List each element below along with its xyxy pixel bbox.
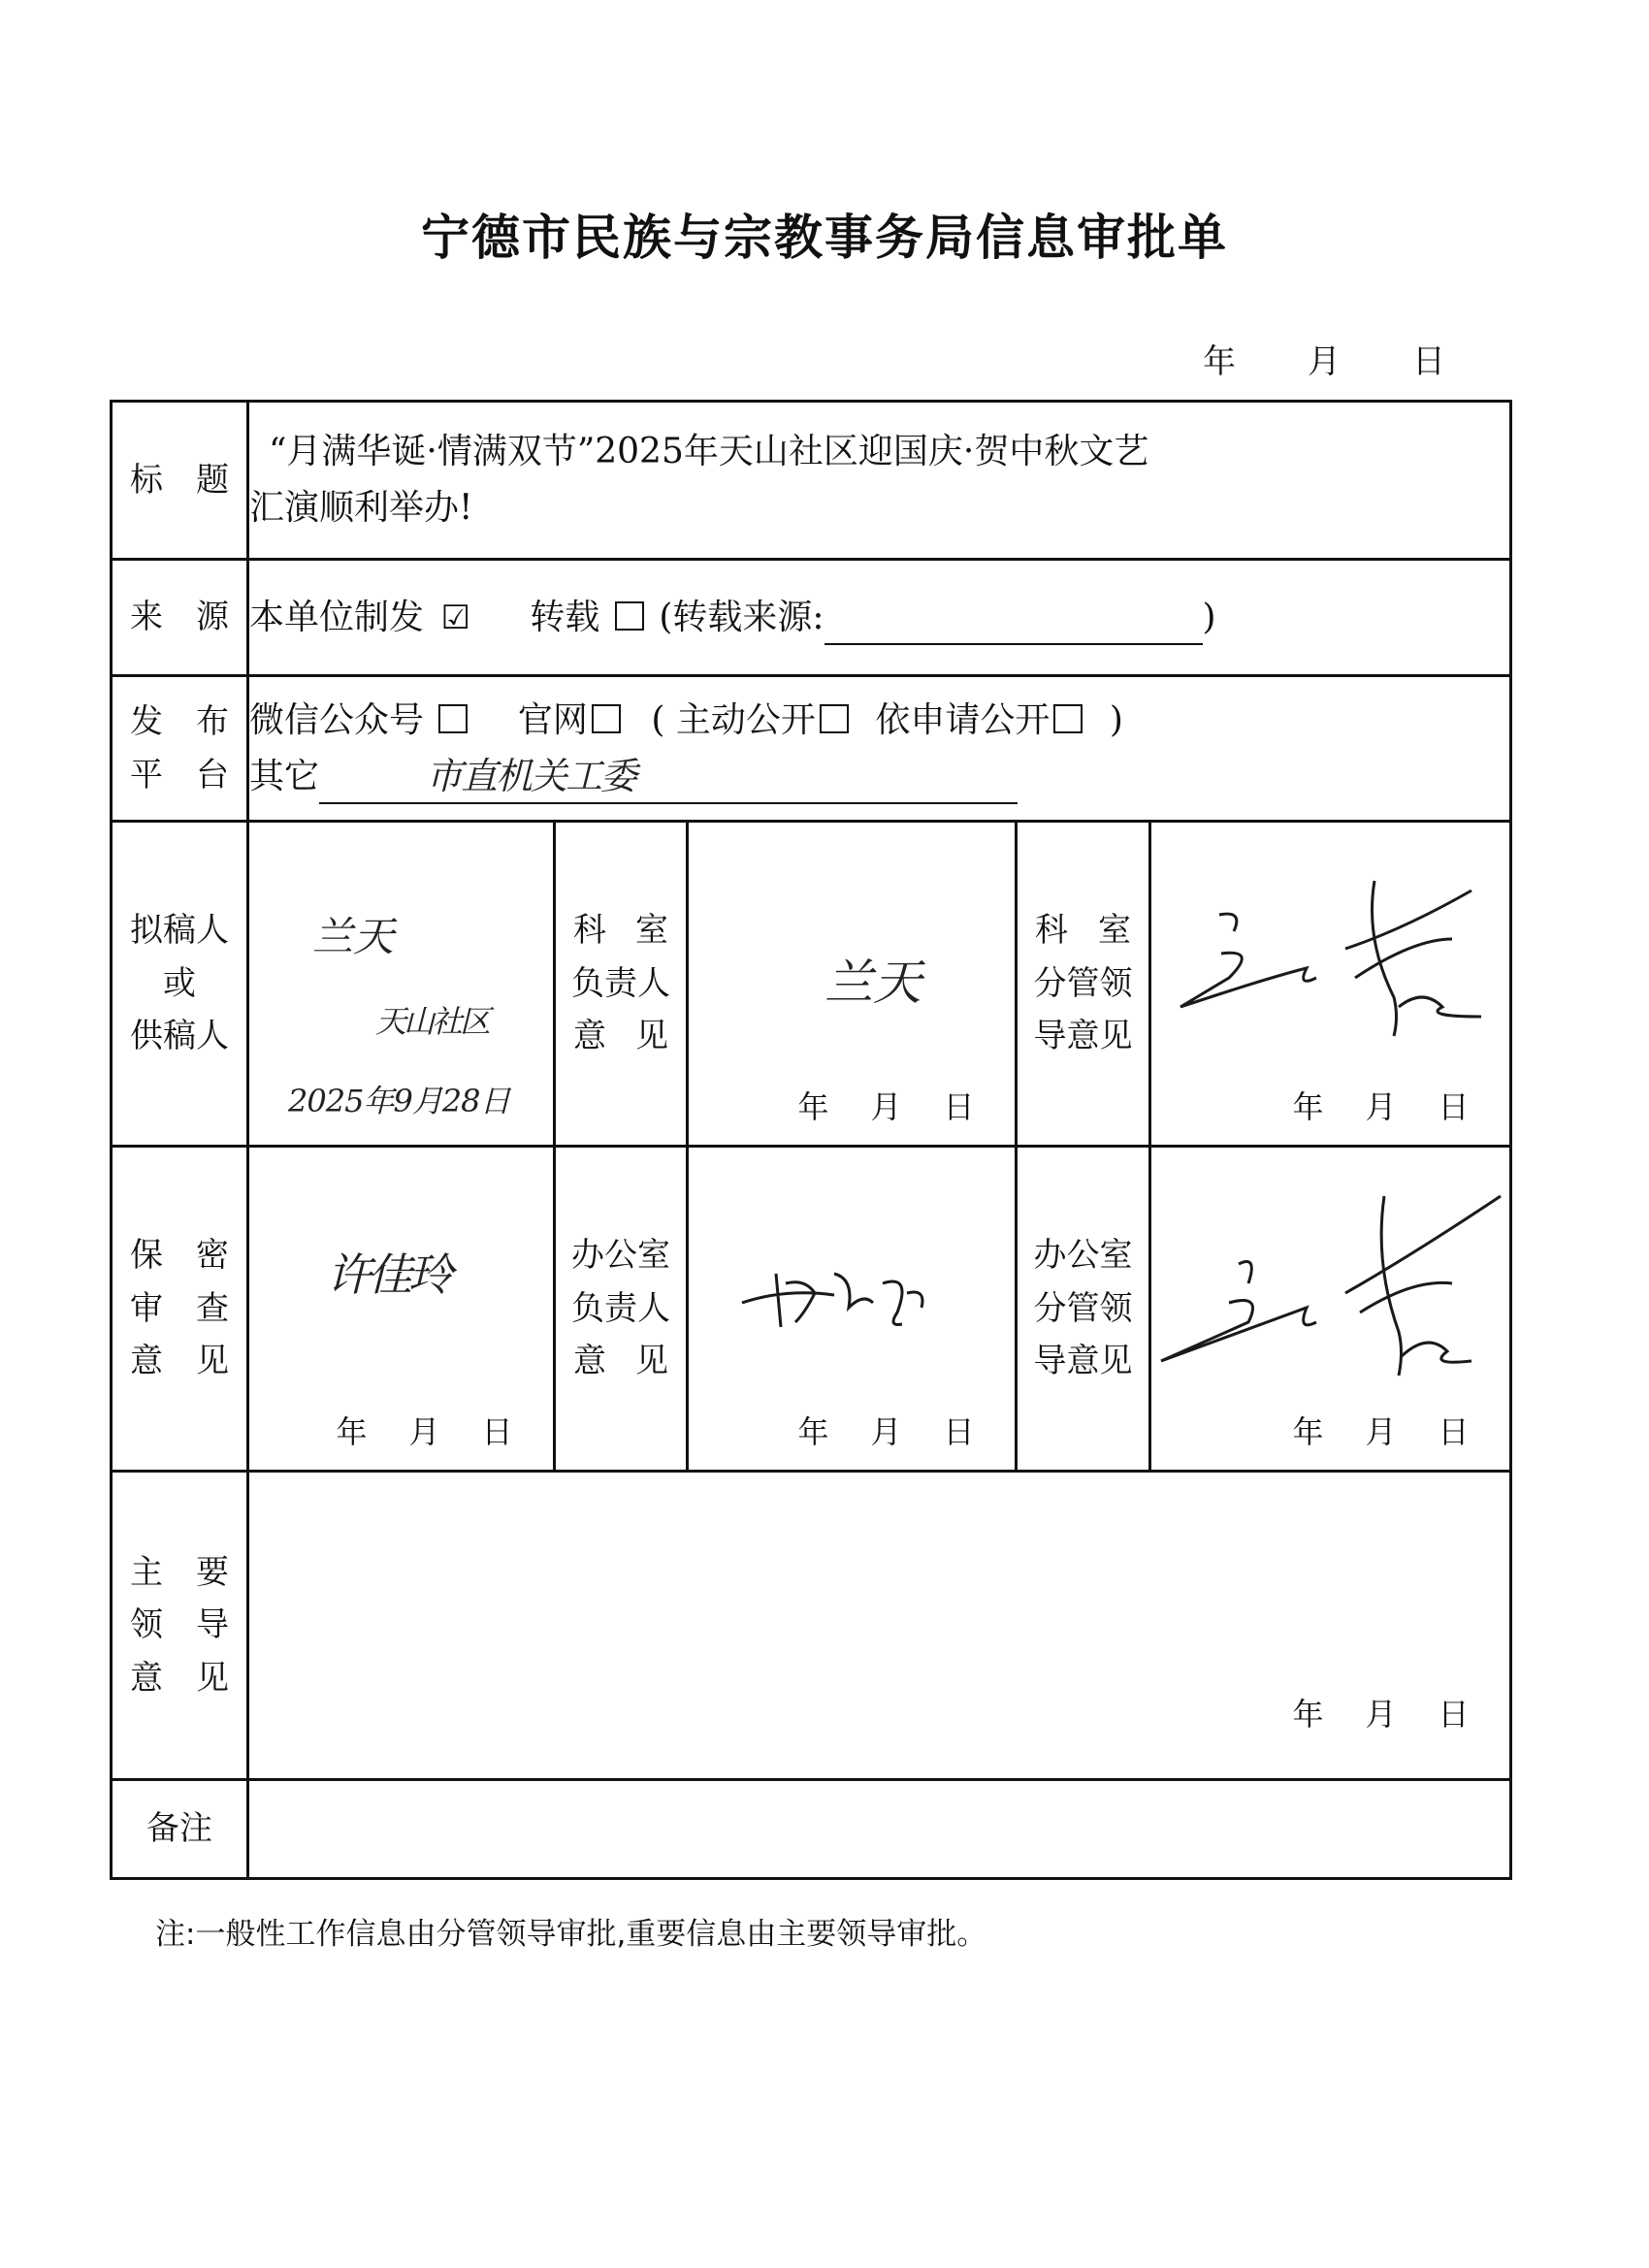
footer-note: 注:一般性工作信息由分管领导审批,重要信息由主要领导审批。	[155, 1917, 987, 1952]
row-secrecy	[112, 1147, 1511, 1472]
source-repost-field[interactable]	[824, 610, 1203, 645]
source-repost-checkbox[interactable]	[615, 601, 644, 631]
office-leader-signature	[1151, 1186, 1512, 1400]
label-office-leader-2: 分管领	[1033, 1288, 1133, 1328]
main-leader-date: 年 月 日	[1292, 1696, 1470, 1733]
office-leader-date: 年 月 日	[1292, 1413, 1470, 1450]
source-own-checkbox[interactable]: ☑	[440, 598, 470, 637]
section-leader-cell	[1150, 822, 1511, 1147]
section-head-date: 年 月 日	[797, 1088, 975, 1125]
remark-cell[interactable]	[248, 1780, 1511, 1879]
platform-active-checkbox[interactable]	[820, 704, 849, 733]
label-main-leader-1: 主 要	[130, 1552, 229, 1592]
label-title: 标 题	[130, 460, 229, 500]
label-section-leader-2: 分管领	[1033, 963, 1133, 1003]
source-own-label: 本单位制发	[249, 597, 425, 637]
platform-other-handwriting: 市直机关工委	[426, 755, 636, 798]
platform-other-label: 其它	[249, 756, 320, 796]
row-remark	[112, 1780, 1511, 1879]
platform-wechat-checkbox[interactable]	[438, 704, 468, 733]
source-cell	[248, 560, 1511, 676]
label-secrecy-1: 保 密	[130, 1236, 229, 1276]
label-office-leader-3: 导意见	[1033, 1342, 1133, 1381]
drafter-unit: 天山社区	[375, 1003, 489, 1040]
form-title: 宁德市民族与宗教事务局信息审批单	[421, 210, 1228, 266]
label-office-head-3: 意 见	[573, 1342, 668, 1381]
row-main-leader	[112, 1472, 1511, 1780]
title-line-1: “月满华诞·情满双节”2025年天山社区迎国庆·贺中秋文艺	[269, 432, 1149, 472]
row-drafter	[112, 822, 1511, 1147]
label-office-head-1: 办公室	[571, 1236, 670, 1276]
label-source: 来 源	[130, 598, 229, 637]
platform-request-checkbox[interactable]	[1053, 704, 1083, 733]
platform-other-field[interactable]	[319, 755, 1018, 804]
source-repost-open: (转载来源:	[659, 597, 824, 637]
label-office-head-2: 负责人	[571, 1288, 670, 1328]
label-drafter-1: 拟稿人	[130, 911, 229, 951]
label-secrecy-3: 意 见	[130, 1342, 229, 1381]
secrecy-signature: 许佳玲	[327, 1248, 449, 1301]
drafter-date: 2025年9月28日	[288, 1083, 510, 1119]
label-section-head-1: 科 室	[573, 911, 668, 951]
platform-request-label: 依申请公开	[875, 699, 1051, 740]
section-leader-signature	[1151, 871, 1512, 1065]
label-section-leader-1: 科 室	[1035, 911, 1131, 951]
label-main-leader-3: 意 见	[130, 1658, 229, 1698]
top-date: 年 月 日	[1203, 342, 1445, 381]
platform-close: )	[1109, 699, 1123, 740]
office-head-signature	[689, 1235, 1018, 1351]
source-repost-label: 转载	[530, 597, 600, 637]
label-section-head-3: 意 见	[573, 1017, 668, 1056]
section-head-cell	[688, 822, 1017, 1147]
section-head-signature: 兰天	[824, 955, 922, 1011]
label-main-leader-2: 领 导	[130, 1605, 229, 1645]
office-leader-cell	[1150, 1147, 1511, 1472]
label-office-leader-1: 办公室	[1033, 1236, 1133, 1276]
row-source	[112, 560, 1511, 676]
approval-table	[110, 400, 1512, 1880]
platform-website-label: 官网	[517, 699, 588, 740]
section-leader-date: 年 月 日	[1292, 1088, 1470, 1125]
office-head-cell	[688, 1147, 1017, 1472]
drafter-signature: 兰天	[312, 913, 395, 960]
office-head-date: 年 月 日	[797, 1413, 975, 1450]
source-repost-close: )	[1202, 597, 1216, 637]
platform-active-label: ( 主动公开	[651, 699, 816, 740]
row-title	[112, 402, 1511, 560]
label-remark: 备注	[146, 1809, 212, 1849]
label-section-leader-3: 导意见	[1033, 1017, 1133, 1056]
platform-website-checkbox[interactable]	[592, 704, 621, 733]
platform-cell	[248, 676, 1511, 822]
label-platform-1: 发 布	[130, 702, 229, 742]
label-platform-2: 平 台	[130, 755, 229, 794]
secrecy-date: 年 月 日	[336, 1413, 513, 1450]
main-leader-cell[interactable]	[248, 1472, 1511, 1780]
label-secrecy-2: 审 查	[130, 1288, 229, 1328]
title-cell	[248, 402, 1511, 560]
platform-wechat-label: 微信公众号	[249, 699, 425, 740]
title-line-2: 汇演顺利举办!	[249, 488, 473, 528]
drafter-cell	[248, 822, 555, 1147]
label-drafter-3: 供稿人	[130, 1017, 229, 1056]
row-platform	[112, 676, 1511, 822]
label-section-head-2: 负责人	[571, 963, 670, 1003]
secrecy-cell	[248, 1147, 555, 1472]
label-drafter-2: 或	[163, 963, 196, 1003]
